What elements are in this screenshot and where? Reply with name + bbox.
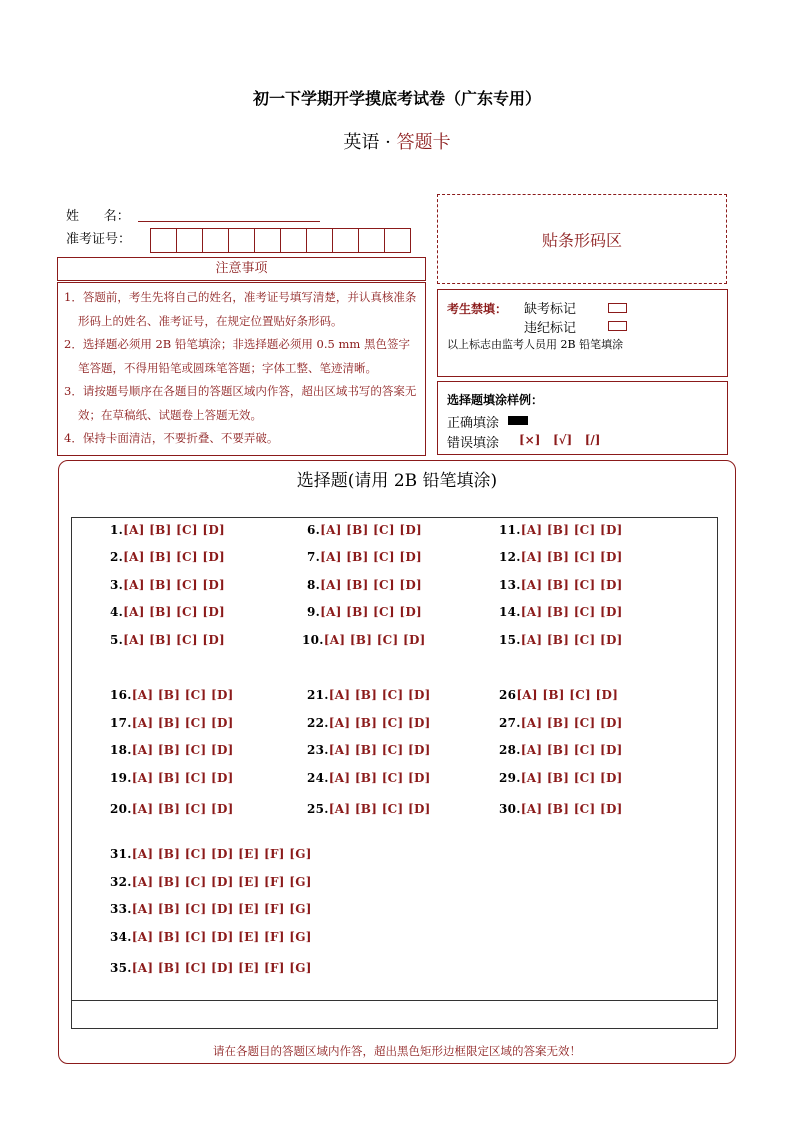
answer-options[interactable]: [A] [B] [C] [D] [E] [F] [G] bbox=[131, 875, 312, 889]
question-number: 26 bbox=[499, 688, 517, 702]
question-26[interactable] bbox=[499, 688, 618, 702]
question-number: 29. bbox=[499, 771, 521, 785]
footer-note: 请在各题目的答题区域内作答，超出黑色矩形边框限定区域的答案无效！ bbox=[213, 1044, 581, 1058]
answer-options[interactable]: [A] [B] [C] [D] bbox=[320, 578, 423, 592]
answer-options[interactable]: [A] [B] [C] [D] bbox=[520, 550, 623, 564]
subtitle bbox=[0, 128, 794, 154]
question-2[interactable] bbox=[110, 550, 225, 564]
answer-options[interactable]: [A] [B] [C] [D] bbox=[320, 605, 423, 619]
violation-mark-label: 违纪标记 bbox=[524, 321, 577, 336]
question-number: 7. bbox=[307, 550, 321, 564]
question-number: 23. bbox=[307, 743, 329, 757]
question-number: 9. bbox=[307, 605, 321, 619]
sample-title: 选择题填涂样例： bbox=[447, 393, 544, 407]
subject-label: 英语 · bbox=[343, 132, 397, 153]
answer-options[interactable]: [A] [B] [C] [D] bbox=[520, 605, 623, 619]
question-number: 19. bbox=[110, 771, 132, 785]
id-digit-box[interactable] bbox=[254, 228, 281, 253]
fill-sample-box bbox=[437, 381, 728, 455]
id-digit-box[interactable] bbox=[228, 228, 255, 253]
answer-area-divider bbox=[71, 1000, 718, 1001]
answer-options[interactable]: [A] [B] [C] [D] bbox=[123, 633, 226, 647]
answer-sheet-label: 答题卡 bbox=[396, 132, 451, 153]
notice-item: 2．选择题必须用 2B 铅笔填涂；非选择题必须用 0.5 mm 黑色签字笔答题，不得用铅笔或圆珠笔答题；字体工整、笔迹清晰。 bbox=[64, 337, 410, 375]
id-digit-box[interactable] bbox=[280, 228, 307, 253]
name-label: 姓 名： bbox=[66, 209, 130, 224]
question-32[interactable] bbox=[110, 875, 312, 889]
answer-options[interactable]: [A] [B] [C] [D] bbox=[328, 802, 431, 816]
notice-item: 1．答题前，考生先将自己的姓名，准考证号填写清楚，并认真核准条形码上的姓名、准考证号，在规定位置贴好条形码。 bbox=[64, 290, 417, 328]
answer-options[interactable]: [A] [B] [C] [D] [E] [F] [G] bbox=[131, 902, 312, 916]
name-input-line[interactable] bbox=[138, 221, 320, 222]
question-number: 12. bbox=[499, 550, 521, 564]
answer-options[interactable]: [A] [B] [C] [D] bbox=[123, 605, 226, 619]
question-14[interactable] bbox=[499, 605, 623, 619]
answer-options[interactable]: [A] [B] [C] [D] bbox=[131, 771, 234, 785]
question-20[interactable] bbox=[110, 802, 234, 816]
question-number: 15. bbox=[499, 633, 521, 647]
answer-options[interactable]: [A] [B] [C] [D] bbox=[123, 550, 226, 564]
answer-options[interactable]: [A] [B] [C] [D] [E] [F] [G] bbox=[131, 961, 312, 975]
answer-options[interactable]: [A] [B] [C] [D] bbox=[328, 743, 431, 757]
id-label: 准考证号： bbox=[66, 232, 132, 247]
question-35[interactable] bbox=[110, 961, 312, 975]
answer-options[interactable]: [A] [B] [C] [D] bbox=[328, 771, 431, 785]
notice-title: 注意事项 bbox=[57, 257, 426, 281]
question-8[interactable] bbox=[307, 578, 422, 592]
answer-options[interactable]: [A] [B] [C] [D] bbox=[328, 688, 431, 702]
question-31[interactable] bbox=[110, 847, 312, 861]
question-number: 34. bbox=[110, 930, 132, 944]
question-number: 11. bbox=[499, 523, 521, 537]
question-5[interactable] bbox=[110, 633, 225, 647]
answer-options[interactable]: [A] [B] [C] [D] [E] [F] [G] bbox=[131, 847, 312, 861]
question-number: 6. bbox=[307, 523, 321, 537]
question-number: 30. bbox=[499, 802, 521, 816]
id-digit-box[interactable] bbox=[358, 228, 385, 253]
wrong-fill-label: 错误填涂 bbox=[447, 436, 500, 451]
answer-options[interactable]: [A] [B] [C] [D] bbox=[131, 688, 234, 702]
question-33[interactable] bbox=[110, 902, 312, 916]
question-10[interactable] bbox=[302, 633, 426, 647]
question-1[interactable] bbox=[110, 523, 225, 537]
question-number: 21. bbox=[307, 688, 329, 702]
question-number: 4. bbox=[110, 605, 124, 619]
question-15[interactable] bbox=[499, 633, 623, 647]
id-digit-box[interactable] bbox=[202, 228, 229, 253]
question-number: 16. bbox=[110, 688, 132, 702]
question-number: 17. bbox=[110, 716, 132, 730]
question-number: 31. bbox=[110, 847, 132, 861]
absent-mark-box[interactable] bbox=[608, 303, 627, 313]
answer-options[interactable]: [A] [B] [C] [D] bbox=[131, 716, 234, 730]
question-19[interactable] bbox=[110, 771, 234, 785]
answer-options[interactable]: [A] [B] [C] [D] bbox=[520, 578, 623, 592]
notice-item: 3．请按题号顺序在各题目的答题区域内作答，超出区域书写的答案无效；在草稿纸、试题卷上答题无效。 bbox=[64, 384, 417, 422]
question-number: 2. bbox=[110, 550, 124, 564]
question-number: 13. bbox=[499, 578, 521, 592]
question-27[interactable] bbox=[499, 716, 623, 730]
question-number: 3. bbox=[110, 578, 124, 592]
question-34[interactable] bbox=[110, 930, 312, 944]
section-title: 选择题(请用 2B 铅笔填涂) bbox=[296, 471, 498, 491]
answer-options[interactable]: [A] [B] [C] [D] bbox=[320, 523, 423, 537]
question-number: 27. bbox=[499, 716, 521, 730]
question-6[interactable] bbox=[307, 523, 422, 537]
question-11[interactable] bbox=[499, 523, 623, 537]
question-7[interactable] bbox=[307, 550, 422, 564]
question-28[interactable] bbox=[499, 743, 623, 757]
answer-options[interactable]: [A] [B] [C] [D] bbox=[520, 633, 623, 647]
answer-options[interactable]: [A] [B] [C] [D] bbox=[520, 523, 623, 537]
answer-options[interactable]: [A] [B] [C] [D] bbox=[320, 550, 423, 564]
question-number: 1. bbox=[110, 523, 124, 537]
answer-options[interactable]: [A] [B] [C] [D] [E] [F] [G] bbox=[131, 930, 312, 944]
answer-options[interactable]: [A] [B] [C] [D] bbox=[328, 716, 431, 730]
id-digit-box[interactable] bbox=[384, 228, 411, 253]
correct-fill-label: 正确填涂 bbox=[447, 416, 500, 431]
question-12[interactable] bbox=[499, 550, 623, 564]
answer-options[interactable]: [A] [B] [C] [D] bbox=[323, 633, 426, 647]
question-number: 20. bbox=[110, 802, 132, 816]
notice-item: 4．保持卡面清洁，不要折叠、不要弄破。 bbox=[64, 431, 279, 445]
question-13[interactable] bbox=[499, 578, 623, 592]
barcode-area bbox=[437, 194, 727, 284]
answer-options[interactable]: [A] [B] [C] [D] bbox=[520, 743, 623, 757]
question-18[interactable] bbox=[110, 743, 234, 757]
question-number: 32. bbox=[110, 875, 132, 889]
question-number: 28. bbox=[499, 743, 521, 757]
id-digit-box[interactable] bbox=[150, 228, 177, 253]
answer-options[interactable]: [A] [B] [C] [D] bbox=[516, 688, 619, 702]
question-number: 25. bbox=[307, 802, 329, 816]
answer-options[interactable]: [A] [B] [C] [D] bbox=[123, 523, 226, 537]
question-21[interactable] bbox=[307, 688, 431, 702]
question-number: 35. bbox=[110, 961, 132, 975]
answer-options[interactable]: [A] [B] [C] [D] bbox=[520, 771, 623, 785]
question-number: 24. bbox=[307, 771, 329, 785]
id-digit-box[interactable] bbox=[176, 228, 203, 253]
question-number: 33. bbox=[110, 902, 132, 916]
question-number: 14. bbox=[499, 605, 521, 619]
answer-options[interactable]: [A] [B] [C] [D] bbox=[131, 743, 234, 757]
filled-sample-mark bbox=[508, 416, 528, 425]
prohibited-note: 以上标志由监考人员用 2B 铅笔填涂 bbox=[447, 338, 624, 351]
page-title: 初一下学期开学摸底考试卷（广东专用） bbox=[252, 89, 541, 108]
question-3[interactable] bbox=[110, 578, 225, 592]
question-24[interactable] bbox=[307, 771, 431, 785]
notice-box bbox=[57, 282, 426, 456]
question-9[interactable] bbox=[307, 605, 422, 619]
question-30[interactable] bbox=[499, 802, 623, 816]
question-number: 5. bbox=[110, 633, 124, 647]
question-number: 10. bbox=[302, 633, 324, 647]
wrong-fill-marks: [×] [√] [/] bbox=[519, 433, 601, 447]
id-number-boxes bbox=[151, 228, 411, 253]
question-22[interactable] bbox=[307, 716, 431, 730]
prohibited-label: 考生禁填： bbox=[447, 302, 508, 316]
question-17[interactable] bbox=[110, 716, 234, 730]
id-digit-box[interactable] bbox=[306, 228, 333, 253]
absent-mark-label: 缺考标记 bbox=[524, 302, 577, 317]
id-digit-box[interactable] bbox=[332, 228, 359, 253]
question-25[interactable] bbox=[307, 802, 431, 816]
question-4[interactable] bbox=[110, 605, 225, 619]
question-23[interactable] bbox=[307, 743, 431, 757]
answer-options[interactable]: [A] [B] [C] [D] bbox=[123, 578, 226, 592]
answer-options[interactable]: [A] [B] [C] [D] bbox=[520, 802, 623, 816]
violation-mark-box[interactable] bbox=[608, 321, 627, 331]
answer-options[interactable]: [A] [B] [C] [D] bbox=[520, 716, 623, 730]
answer-options[interactable]: [A] [B] [C] [D] bbox=[131, 802, 234, 816]
question-number: 18. bbox=[110, 743, 132, 757]
question-number: 8. bbox=[307, 578, 321, 592]
barcode-label: 贴条形码区 bbox=[541, 230, 622, 250]
question-16[interactable] bbox=[110, 688, 234, 702]
question-29[interactable] bbox=[499, 771, 623, 785]
prohibited-box bbox=[437, 289, 728, 377]
question-number: 22. bbox=[307, 716, 329, 730]
